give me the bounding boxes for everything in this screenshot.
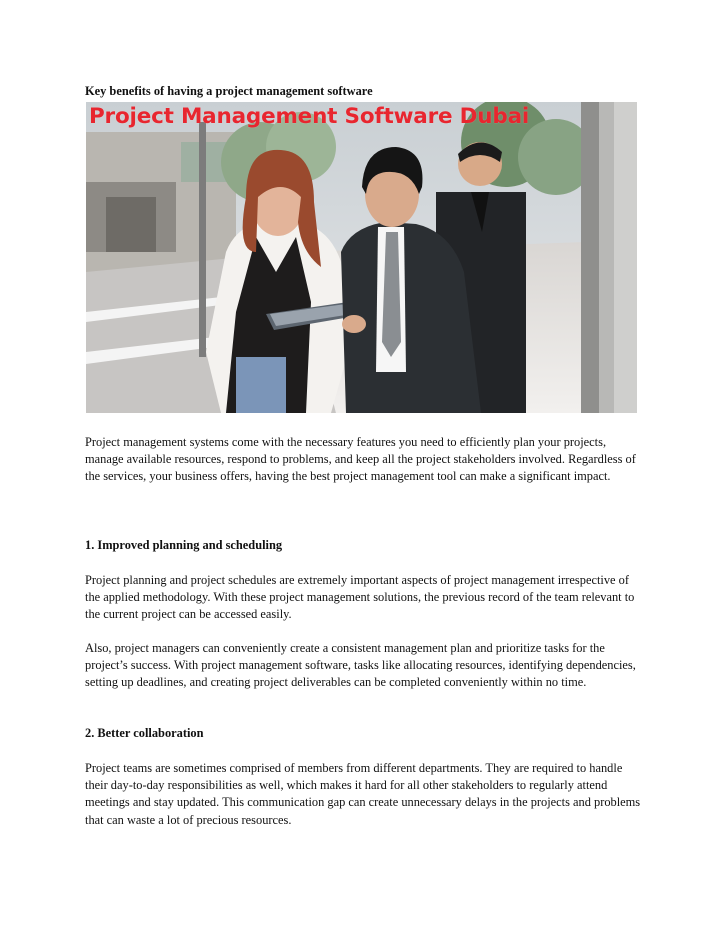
hero-image (86, 102, 637, 413)
section-paragraph-collaboration-1: Project teams are sometimes comprised of members from different departments. They are required to handle their day-to-day responsibilities as well, which makes it hard for all other stakeholders to regularly attend meetings and stay updated. This communication gap can create unnecessary delays in the projects and problems that can waste a lot of precious resources. (85, 761, 641, 827)
section-paragraph-planning-1: Project planning and project schedules are extremely important aspects of project management irrespective of the applied methodology. With these project management solutions, the previous record of the team relevant to the current project can be accessed easily. (85, 573, 635, 622)
section-heading-collaboration: 2. Better collaboration (85, 726, 204, 740)
hero-image-caption: Project Management Software Dubai (89, 104, 530, 129)
section-heading-planning: 1. Improved planning and scheduling (85, 538, 283, 552)
section-paragraph-planning-2: Also, project managers can conveniently create a consistent management plan and prioritize tasks for the project’s success. With project management software, tasks like allocating resources, identifying dependencies, setting up deadlines, and creating project deliverables can be completed conveniently within no time. (85, 641, 636, 690)
document-title: Key benefits of having a project management software (85, 84, 373, 98)
intro-paragraph: Project management systems come with the necessary features you need to efficiently plan your projects, manage available resources, respond to problems, and keep all the project stakeholders involved. Regardless of the services, your business offers, having the best project management tool can make a significant impact. (85, 435, 636, 484)
hero-photo-illustration (86, 102, 637, 413)
